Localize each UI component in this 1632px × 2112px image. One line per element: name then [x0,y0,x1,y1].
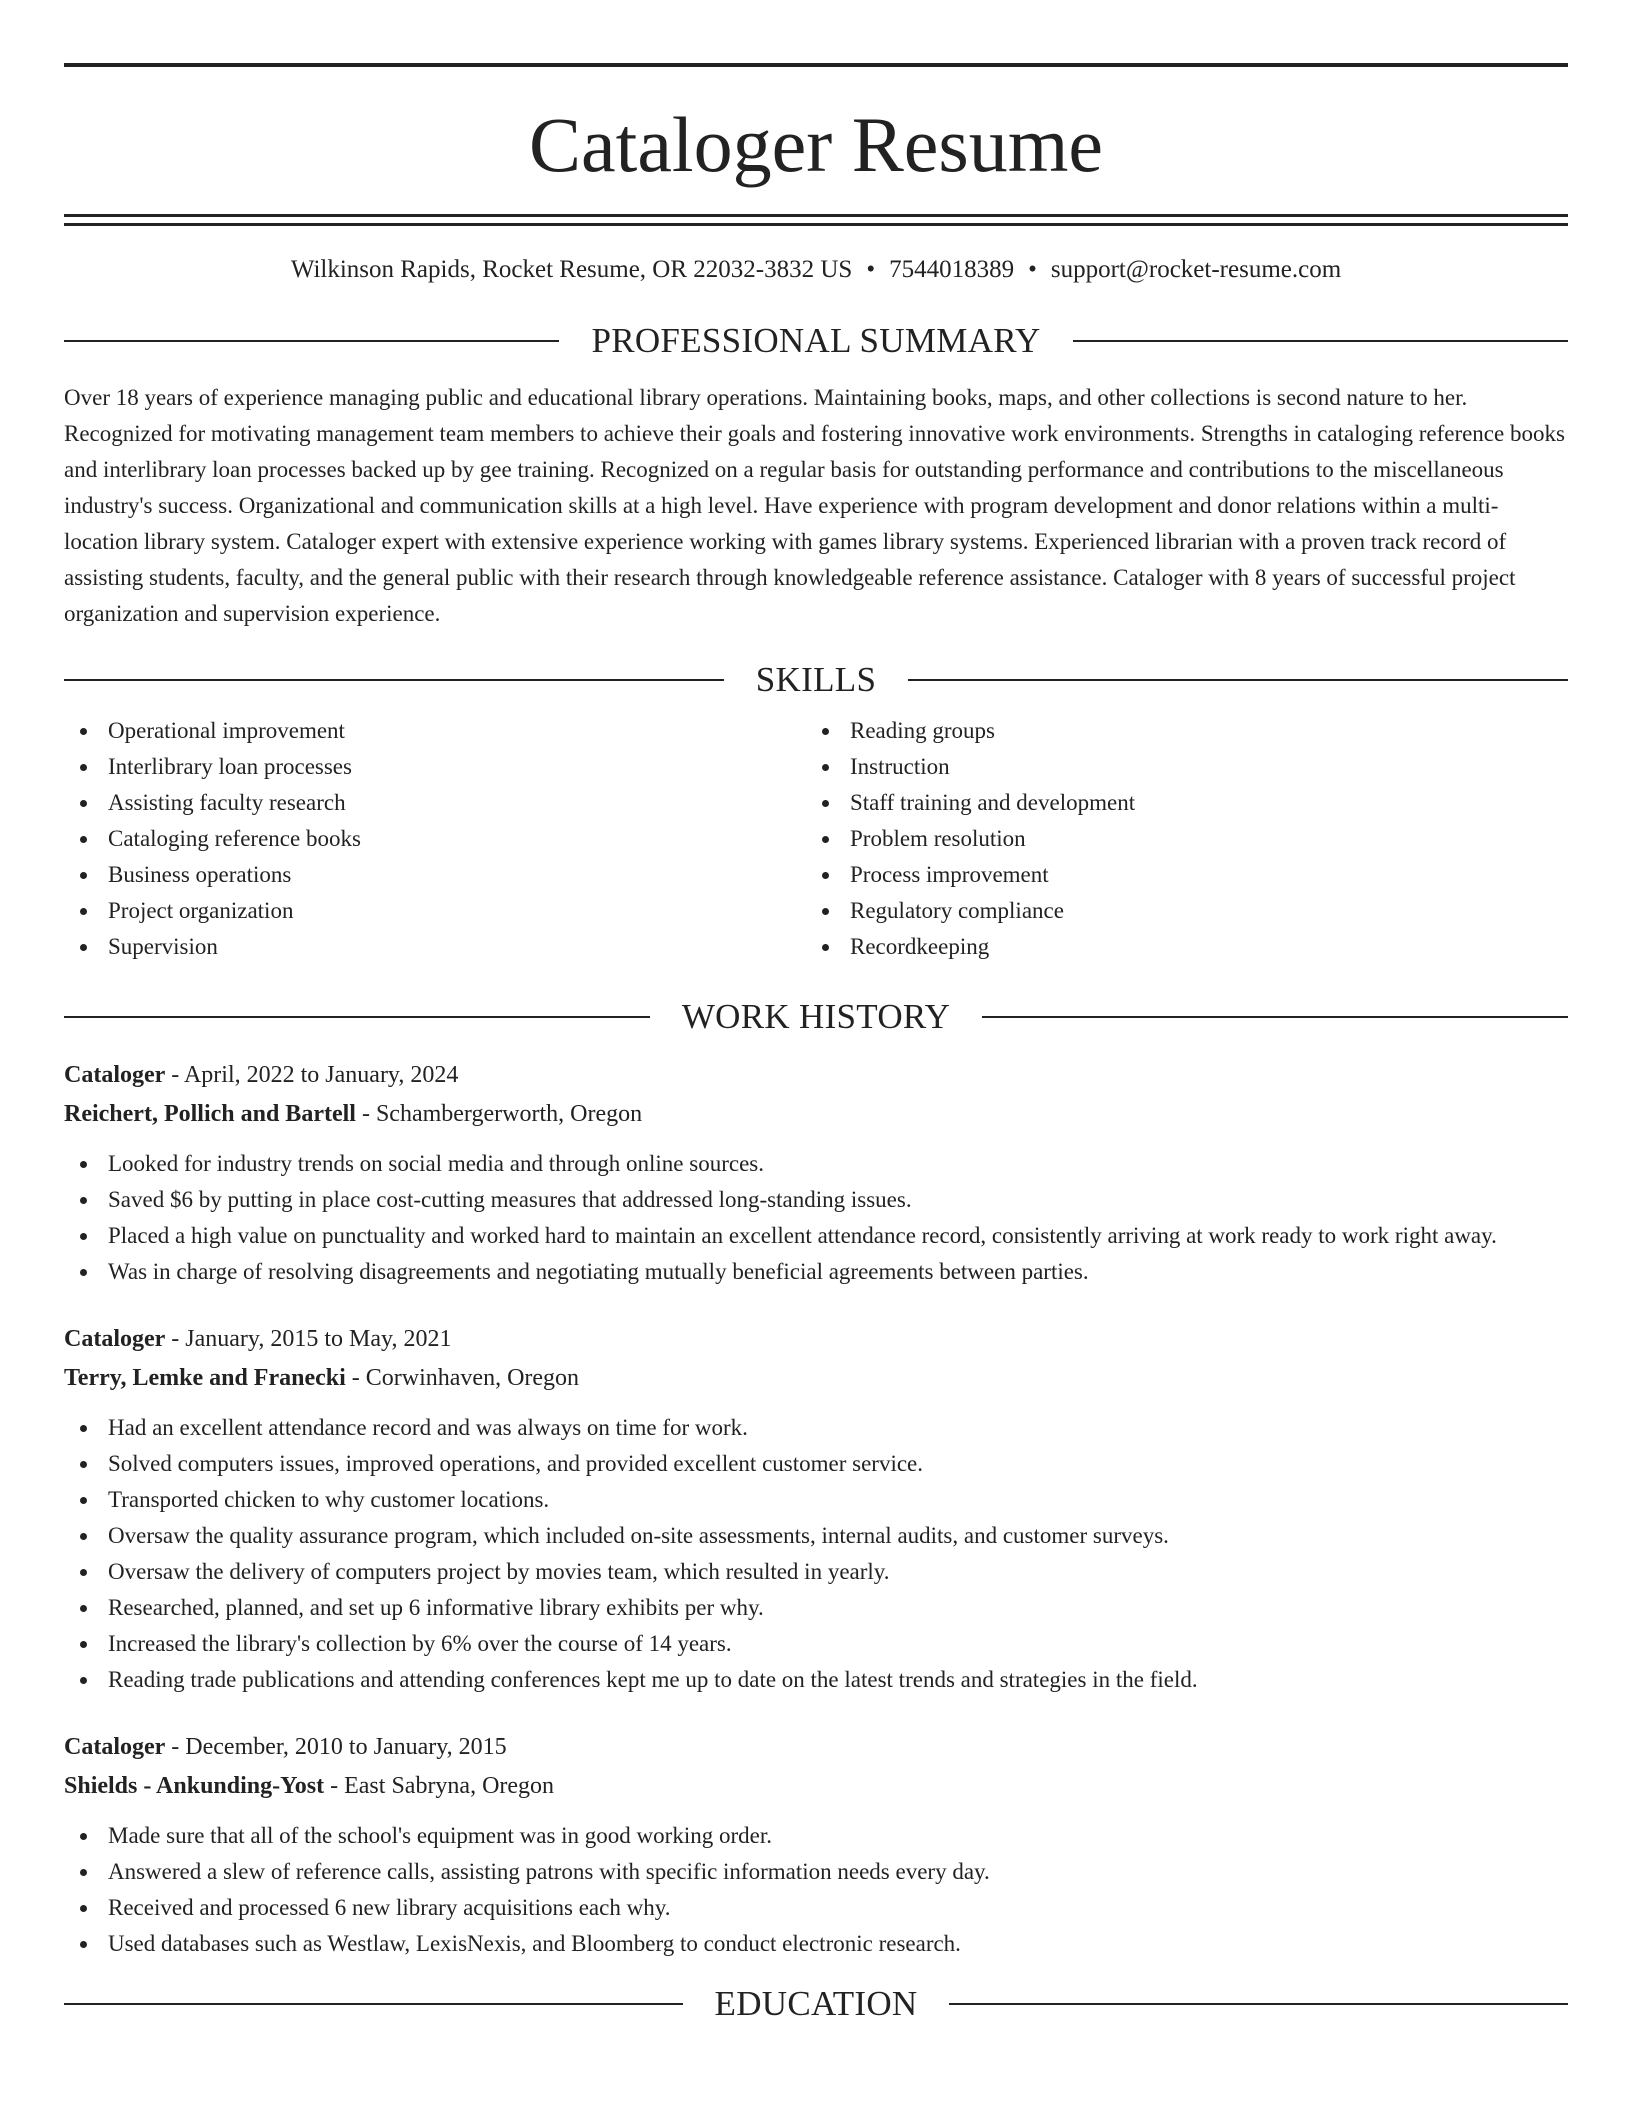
job-title: Cataloger [64,1062,166,1088]
job-bullet: Received and processed 6 new library acquisitions each why. [64,1890,1568,1926]
job-bullet: Was in charge of resolving disagreements and negotiating mutually beneficial agreements between parties. [64,1254,1568,1290]
heading-rule-left [64,2003,683,2005]
work-history-heading-label: WORK HISTORY [681,997,951,1036]
summary-heading-label: PROFESSIONAL SUMMARY [591,321,1041,360]
top-divider [64,63,1568,67]
contact-email: support@rocket-resume.com [1050,256,1342,283]
job-company: Reichert, Pollich and Bartell [64,1101,356,1127]
job-company-line [64,1095,1568,1134]
summary-text: Over 18 years of experience managing public and educational library operations. Maintaining books, maps, and other collections is second nature to her. Recognized for motivating management team members to achieve their goals and fostering innovative work environments. Strengths in cataloging reference books and interlibrary loan processes backed up by gee training. Recognized on a regular basis for outstanding performance and contributions to the miscellaneous industry's success. Organizational and communication skills at a high level. Have experience with program development and donor relations within a multi-location library system. Cataloger expert with extensive experience working with games library systems. Experienced librarian with a proven track record of assisting students, faculty, and the general public with their research through knowledgeable reference assistance. Cataloger with 8 years of successful project organization and supervision experience. [64,385,1565,626]
job-bullet: Researched, planned, and set up 6 informative library exhibits per why. [64,1590,1568,1626]
heading-rule-right [949,2003,1568,2005]
job-dates: - January, 2015 to May, 2021 [165,1326,452,1352]
skills-heading-label: SKILLS [755,660,877,699]
job-title: Cataloger [64,1734,166,1760]
job-company-line [64,1767,1568,1806]
skill-item: Problem resolution [806,821,1548,857]
job-entry [64,1320,1568,1698]
job-location: - East Sabryna, Oregon [324,1773,555,1799]
skill-item: Operational improvement [64,713,806,749]
skill-item: Assisting faculty research [64,785,806,821]
skill-item: Project organization [64,893,806,929]
contact-address: Wilkinson Rapids, Rocket Resume, OR 22032-3832 US [290,256,853,283]
contact-line [64,255,1568,285]
contact-separator: • [1028,256,1037,283]
heading-rule-right [982,1016,1568,1018]
job-bullet: Oversaw the delivery of computers project by movies team, which resulted in yearly. [64,1554,1568,1590]
job-bullet: Placed a high value on punctuality and worked hard to maintain an excellent attendance record, consistently arriving at work ready to work right away. [64,1218,1568,1254]
job-bullets [64,1410,1568,1698]
job-entry [64,1056,1568,1290]
skill-item: Staff training and development [806,785,1548,821]
skill-item: Process improvement [806,857,1548,893]
job-bullet: Answered a slew of reference calls, assisting patrons with specific information needs every day. [64,1854,1568,1890]
job-company-line [64,1359,1568,1398]
job-bullet: Transported chicken to why customer locations. [64,1482,1568,1518]
skill-item: Instruction [806,749,1548,785]
contact-phone: 7544018389 [889,256,1015,283]
skill-item: Business operations [64,857,806,893]
skill-item: Recordkeeping [806,929,1548,965]
job-title-line [64,1728,1568,1767]
job-company: Shields - Ankunding-Yost [64,1773,325,1799]
job-bullet: Used databases such as Westlaw, LexisNexis, and Bloomberg to conduct electronic research. [64,1926,1568,1962]
job-dates: - April, 2022 to January, 2024 [165,1062,459,1088]
heading-rule-left [64,340,559,342]
skills-list-left [64,713,806,965]
job-bullets [64,1818,1568,1962]
job-location: - Corwinhaven, Oregon [345,1365,580,1391]
job-bullet: Looked for industry trends on social media and through online sources. [64,1146,1568,1182]
job-dates: - December, 2010 to January, 2015 [165,1734,507,1760]
job-title-line [64,1320,1568,1359]
title-double-divider [64,214,1568,226]
job-location: - Schambergerworth, Oregon [355,1101,643,1127]
summary-section-heading [64,319,1568,363]
education-section-heading [64,1982,1568,2026]
skill-item: Regulatory compliance [806,893,1548,929]
job-bullet: Made sure that all of the school's equipment was in good working order. [64,1818,1568,1854]
job-bullet: Solved computers issues, improved operations, and provided excellent customer service. [64,1446,1568,1482]
contact-separator: • [866,256,876,283]
job-entry [64,1728,1568,1962]
education-heading-label: EDUCATION [714,1984,918,2023]
job-bullets [64,1146,1568,1290]
job-title: Cataloger [64,1326,166,1352]
heading-rule-left [64,1016,650,1018]
work-history-section-heading [64,995,1568,1039]
job-bullet: Increased the library's collection by 6% over the course of 14 years. [64,1626,1568,1662]
job-company: Terry, Lemke and Franecki [64,1365,346,1391]
job-bullet: Oversaw the quality assurance program, which included on-site assessments, internal audits, and customer surveys. [64,1518,1568,1554]
resume-page [64,0,1568,2112]
skills-section-heading [64,658,1568,702]
job-bullet: Had an excellent attendance record and was always on time for work. [64,1410,1568,1446]
job-title-line [64,1056,1568,1095]
skill-item: Supervision [64,929,806,965]
heading-rule-right [1073,340,1568,342]
skill-item: Reading groups [806,713,1548,749]
skills-list-right [806,713,1548,965]
skill-item: Interlibrary loan processes [64,749,806,785]
heading-rule-left [64,679,724,681]
job-bullet: Saved $6 by putting in place cost-cutting measures that addressed long-standing issues. [64,1182,1568,1218]
skills-columns [64,713,1568,965]
skill-item: Cataloging reference books [64,821,806,857]
job-bullet: Reading trade publications and attending conferences kept me up to date on the latest trends and strategies in the field. [64,1662,1568,1698]
resume-title: Cataloger Resume [529,101,1103,188]
heading-rule-right [908,679,1568,681]
